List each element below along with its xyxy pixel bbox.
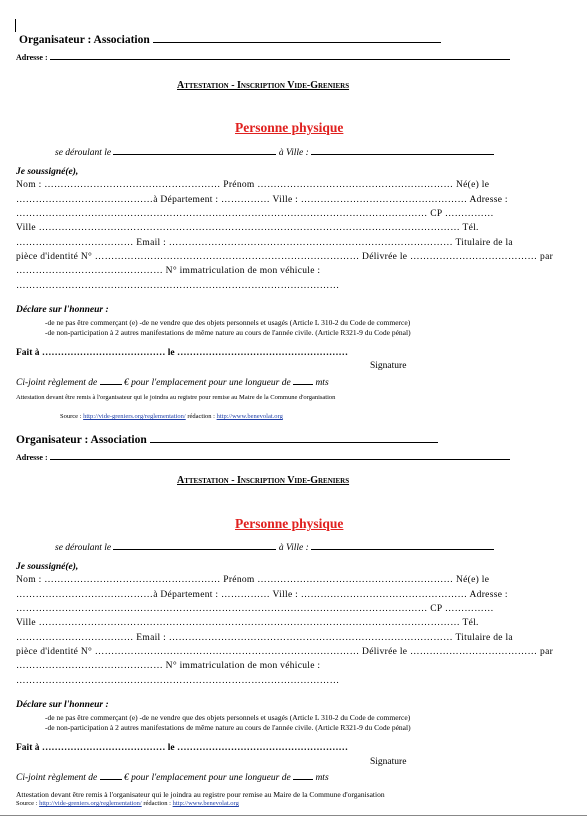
page-bottom-border	[0, 815, 587, 816]
signature-label: Signature	[370, 361, 407, 371]
declare-label: Déclare sur l'honneur :	[16, 700, 109, 710]
attestation-note: Attestation devant être remis à l'organisateur qui le joindra au registre pour remise au Maire de la Commune d'organisation	[16, 790, 385, 799]
declaration-1: -de ne pas être commerçant (e) -de ne vendre que des objets personnels et usagés (Article L 310-2 du Code de commerce)	[45, 713, 411, 722]
reglement-field[interactable]	[100, 770, 122, 780]
reglement-field[interactable]	[100, 375, 122, 385]
cijoint-line: Ci-joint règlement de € pour l'emplacement pour une longueur de mts	[16, 770, 329, 783]
longueur-field[interactable]	[293, 770, 313, 780]
source-link[interactable]: http://vide-greniers.org/reglementation/	[39, 800, 142, 807]
cijoint-line: Ci-joint règlement de € pour l'emplacement pour une longueur de mts	[16, 375, 329, 388]
fait-a-line[interactable]: Fait à ………………………………… le ………………………………………………	[16, 348, 348, 358]
je-soussigne: Je soussigné(e),	[16, 562, 79, 572]
source-link[interactable]: http://vide-greniers.org/reglementation/	[83, 413, 186, 420]
departement-line[interactable]: ……………………………………à Département : …………… Ville : …………………………………………… Adresse :	[16, 590, 508, 600]
fait-a-line[interactable]: Fait à ………………………………… le ………………………………………………	[16, 743, 348, 753]
personne-physique-heading: Personne physique	[235, 516, 344, 531]
personne-physique-heading: Personne physique	[235, 120, 344, 135]
email-line[interactable]: ……………………………… Email : …………………………………………………………………………… Titulaire de la	[16, 238, 513, 248]
ville-field[interactable]	[311, 540, 494, 550]
departement-line[interactable]: ……………………………………à Département : …………… Ville : …………………………………………… Adresse :	[16, 195, 508, 205]
form-title: Attestation - Inscription Vide-Greniers	[177, 80, 350, 91]
adresse-label: Adresse :	[16, 52, 510, 62]
date-row: se déroulant le à Ville :	[55, 540, 494, 553]
association-field[interactable]	[150, 433, 438, 443]
signature-label: Signature	[370, 757, 407, 767]
cp-line[interactable]: ……………………………………………………………………………………………………………… CP ……………	[16, 209, 494, 219]
immatriculation-line[interactable]: ……………………………………… N° immatriculation de mon véhicule :	[16, 661, 321, 671]
attestation-note: Attestation devant être remis à l'organisateur qui le joindra au registre pour remise au Maire de la Commune d'organisation	[16, 394, 336, 401]
text-cursor	[15, 19, 16, 32]
piece-identite-line[interactable]: pièce d'identité N° ……………………………………………………………………… Délivrée le ………………………………… par	[16, 252, 554, 262]
immatriculation-line[interactable]: ……………………………………… N° immatriculation de mon véhicule :	[16, 266, 321, 276]
piece-identite-line[interactable]: pièce d'identité N° ……………………………………………………………………… Délivrée le ………………………………… par	[16, 647, 554, 657]
association-field[interactable]	[153, 33, 441, 43]
je-soussigne: Je soussigné(e),	[16, 167, 79, 177]
email-line[interactable]: ……………………………… Email : …………………………………………………………………………… Titulaire de la	[16, 633, 513, 643]
ville-line[interactable]: Ville ………………………………………………………………………………………………………………… Tél.	[16, 223, 479, 233]
ville-line[interactable]: Ville ………………………………………………………………………………………………………………… Tél.	[16, 618, 479, 628]
declaration-1: -de ne pas être commerçant (e) -de ne vendre que des objets personnels et usagés (Article L 310-2 du Code de commerce)	[45, 318, 411, 327]
ville-field[interactable]	[311, 145, 494, 155]
date-field[interactable]	[113, 540, 276, 550]
end-line[interactable]: ………………………………………………………………………………………	[16, 281, 340, 291]
organisateur-label: Organisateur : Association	[16, 433, 438, 446]
declaration-2: -de non-participation à 2 autres manifestations de même nature au cours de l'année civile. (Article R321-9 du Code pénal)	[45, 328, 411, 337]
organisateur-label: Organisateur : Association	[19, 33, 441, 46]
cp-line[interactable]: ……………………………………………………………………………………………………………… CP ……………	[16, 604, 494, 614]
nom-line[interactable]: Nom : ……………………………………………… Prénom …………………………………………………… Né(e) le	[16, 575, 490, 585]
declaration-2: -de non-participation à 2 autres manifestations de même nature au cours de l'année civile. (Article R321-9 du Code pénal)	[45, 723, 411, 732]
date-row: se déroulant le à Ville :	[55, 145, 494, 158]
declare-label: Déclare sur l'honneur :	[16, 305, 109, 315]
nom-line[interactable]: Nom : ……………………………………………… Prénom …………………………………………………… Né(e) le	[16, 180, 490, 190]
form-title: Attestation - Inscription Vide-Greniers	[177, 475, 350, 486]
redaction-link[interactable]: http://www.benevolat.org	[216, 413, 283, 420]
adresse-field[interactable]	[50, 52, 510, 60]
redaction-link[interactable]: http://www.benevolat.org	[172, 800, 239, 807]
adresse-label: Adresse :	[16, 452, 510, 462]
source-line: Source : http://vide-greniers.org/reglementation/ rédaction : http://www.benevolat.org	[16, 800, 239, 807]
adresse-field[interactable]	[50, 452, 510, 460]
end-line[interactable]: ………………………………………………………………………………………	[16, 676, 340, 686]
date-field[interactable]	[113, 145, 276, 155]
source-line: Source : http://vide-greniers.org/reglementation/ rédaction : http://www.benevolat.org	[60, 413, 283, 420]
longueur-field[interactable]	[293, 375, 313, 385]
